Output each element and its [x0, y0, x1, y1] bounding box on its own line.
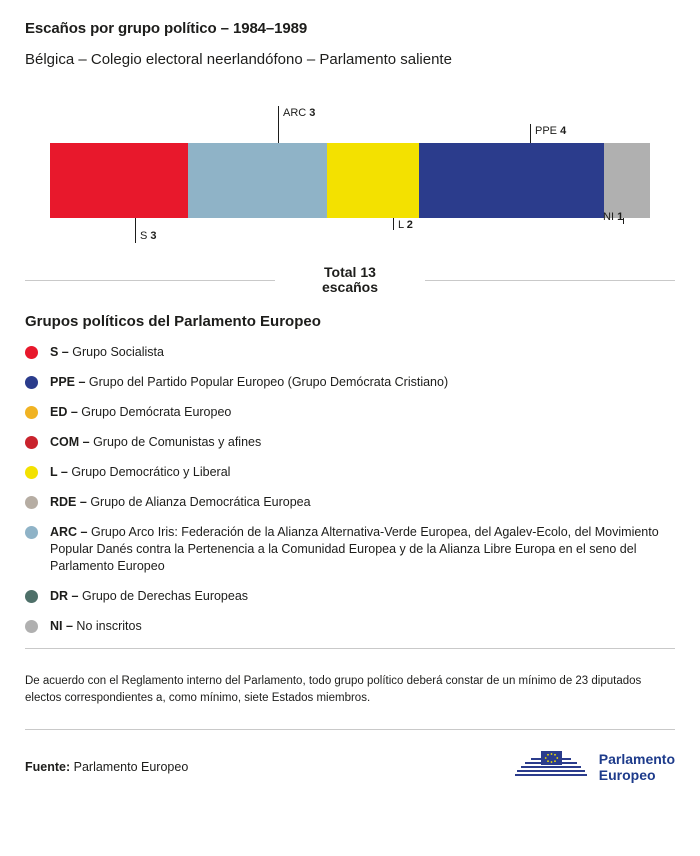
- legend-label-ppe: [50, 374, 448, 391]
- l-tick: [393, 218, 394, 230]
- brand-text: [599, 751, 675, 783]
- legend-color-dot-ed: [25, 406, 38, 419]
- legend-abbr-ppe: PPE –: [50, 375, 86, 389]
- legend-color-dot-arc: [25, 526, 38, 539]
- total-value: 13: [360, 264, 376, 280]
- ni-callout-abbr: NI: [603, 211, 614, 223]
- bar-segment-s: [50, 143, 188, 218]
- brand: [513, 748, 675, 786]
- s-tick: [135, 218, 136, 243]
- legend-label-dr: [50, 588, 248, 605]
- bar-segment-arc: [188, 143, 326, 218]
- legend-label-arc: [50, 524, 675, 575]
- ni-callout-value: 1: [617, 211, 624, 223]
- legend-item-rde: [25, 494, 675, 511]
- legend-abbr-arc: ARC –: [50, 525, 88, 539]
- legend-color-dot-rde: [25, 496, 38, 509]
- legend-name-ni: No inscritos: [76, 619, 142, 633]
- legend-item-l: [25, 464, 675, 481]
- legend-label-ni: [50, 618, 142, 635]
- legend-abbr-ni: NI –: [50, 619, 73, 633]
- stacked-bar: [50, 143, 650, 218]
- legend-item-s: [25, 344, 675, 361]
- page-title: Escaños por grupo político – 1984–1989: [25, 20, 308, 37]
- legend-name-dr: Grupo de Derechas Europeas: [81, 589, 249, 603]
- bar-segment-ni: [604, 143, 650, 218]
- total-label: Total: [324, 264, 357, 280]
- ppe-callout-value: 4: [560, 125, 567, 137]
- brand-line-2: Europeo: [598, 766, 656, 783]
- legend-item-ed: [25, 404, 675, 421]
- legend-color-dot-com: [25, 436, 38, 449]
- legend-name-rde: Grupo de Alianza Democrática Europea: [90, 495, 311, 509]
- ppe-callout: [535, 125, 566, 137]
- source-label: Fuente:: [25, 759, 71, 774]
- legend-abbr-com: COM –: [50, 435, 90, 449]
- source-value: Parlamento Europeo: [73, 759, 189, 774]
- legend-item-com: [25, 434, 675, 451]
- legend-label-l: [50, 464, 230, 481]
- page-subtitle: Bélgica – Colegio electoral neerlandófono – Parlamento saliente: [25, 51, 452, 68]
- legend-label-rde: [50, 494, 311, 511]
- total-seats: [25, 265, 675, 311]
- total-unit: escaños: [321, 279, 379, 295]
- s-callout: [140, 230, 157, 242]
- legend: [25, 344, 675, 635]
- l-callout-value: 2: [406, 219, 413, 231]
- ppe-tick: [530, 124, 531, 143]
- footnote: De acuerdo con el Reglamento interno del Parlamento, todo grupo político deberá constar de un mínimo de 23 diputados electos correspondientes a, como mínimo, siete Estados miembros.: [25, 674, 642, 704]
- l-callout: [398, 219, 413, 231]
- legend-name-ed: Grupo Demócrata Europeo: [81, 405, 232, 419]
- ni-callout: [603, 211, 623, 223]
- european-parliament-logo-icon: [513, 748, 589, 786]
- total-rule-left: [25, 280, 275, 281]
- legend-abbr-dr: DR –: [50, 589, 79, 603]
- source-row: [25, 730, 675, 786]
- legend-item-ppe: [25, 374, 675, 391]
- arc-callout: [283, 107, 315, 119]
- legend-color-dot-dr: [25, 590, 38, 603]
- total-text: [310, 265, 390, 295]
- legend-item-ni: [25, 618, 675, 635]
- s-callout-abbr: S: [140, 230, 148, 242]
- arc-callout-value: 3: [309, 107, 316, 119]
- bar-segment-l: [327, 143, 419, 218]
- legend-item-dr: [25, 588, 675, 605]
- seat-bar-chart: [25, 106, 675, 251]
- legend-item-arc: [25, 524, 675, 575]
- ppe-callout-abbr: PPE: [535, 125, 558, 137]
- arc-tick: [278, 106, 279, 143]
- legend-abbr-l: L –: [50, 465, 68, 479]
- s-callout-value: 3: [150, 230, 157, 242]
- source: [25, 760, 188, 774]
- legend-label-com: [50, 434, 261, 451]
- bar-segment-ppe: [419, 143, 604, 218]
- legend-color-dot-s: [25, 346, 38, 359]
- total-rule-right: [425, 280, 675, 281]
- legend-label-ed: [50, 404, 231, 421]
- legend-label-s: [50, 344, 164, 361]
- legend-name-s: Grupo Socialista: [72, 345, 164, 359]
- legend-name-ppe: Grupo del Partido Popular Europeo (Grupo Demócrata Cristiano): [88, 375, 449, 389]
- legend-name-com: Grupo de Comunistas y afines: [93, 435, 262, 449]
- brand-line-1: Parlamento: [598, 750, 675, 767]
- arc-callout-abbr: ARC: [283, 107, 307, 119]
- legend-name-arc: Grupo Arco Iris: Federación de la Alianza Alternativa-Verde Europea, del Agalev-Ecolo, del Movimiento Popular Danés contra la Pertenencia a la Comunidad Europea y de la Alianza Libre Europa en el seno del Parlamento Europeo: [50, 525, 659, 573]
- legend-color-dot-ni: [25, 620, 38, 633]
- l-callout-abbr: L: [398, 219, 404, 231]
- legend-title: Grupos políticos del Parlamento Europeo: [25, 313, 321, 330]
- legend-abbr-rde: RDE –: [50, 495, 87, 509]
- legend-name-l: Grupo Democrático y Liberal: [71, 465, 231, 479]
- legend-color-dot-l: [25, 466, 38, 479]
- legend-abbr-s: S –: [50, 345, 69, 359]
- legend-color-dot-ppe: [25, 376, 38, 389]
- footer-divider-top: [25, 648, 675, 649]
- legend-abbr-ed: ED –: [50, 405, 78, 419]
